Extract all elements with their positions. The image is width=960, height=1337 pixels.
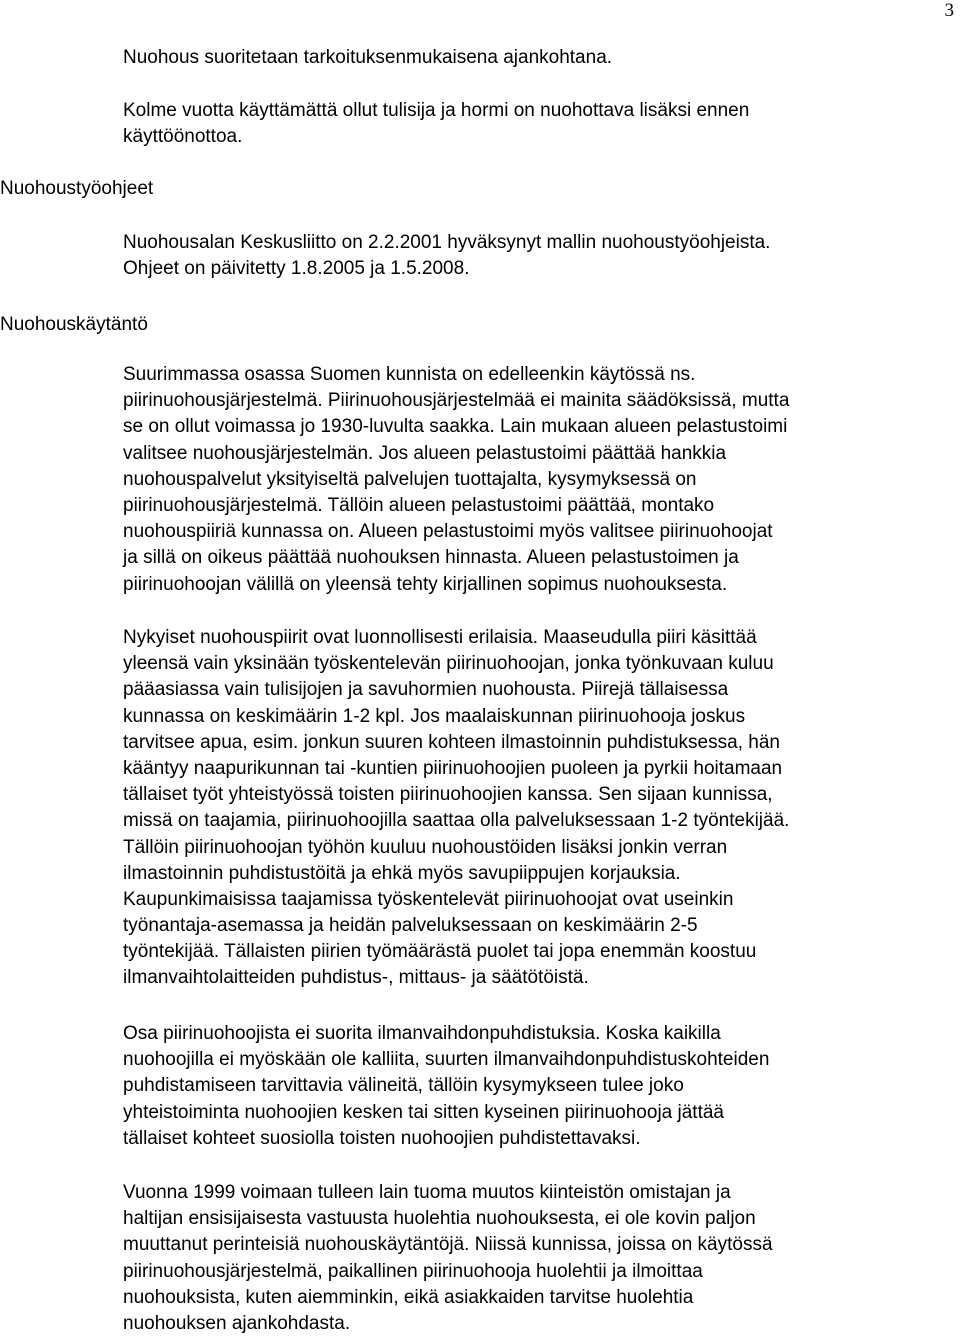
text-line: nuohouspalvelut yksityiseltä palvelujen tuottajalta, kysymyksessä on (123, 468, 697, 490)
section-heading-nuohoustyoohjeet: Nuohoustyöohjeet (0, 178, 154, 199)
paragraph (123, 1180, 943, 1337)
text-line: tällaiset kohteet suosiolla toisten nuohoojien puhdistettavaksi. (123, 1127, 641, 1149)
paragraph (123, 625, 943, 992)
text-line: pääasiassa vain tulisijojen ja savuhormien nuohousta. Piirejä tällaisessa (123, 679, 729, 701)
text-line: Ohjeet on päivitetty 1.8.2005 ja 1.5.2008. (123, 258, 470, 280)
text-line: nuohoojilla ei myöskään ole kalliita, suurten ilmanvaihdonpuhdistuskohteiden (123, 1049, 770, 1071)
text-line: tarvitsee apua, esim. jonkun suuren kohteen ilmastoinnin puhdistuksessa, hän (123, 731, 780, 753)
text-line: työntekijää. Tällaisten piirien työmäärästä puolet tai jopa enemmän koostuu (123, 941, 757, 963)
paragraph (123, 362, 943, 598)
text-line: tällaiset työt yhteistyössä toisten piirinuohoojien kanssa. Sen sijaan kunnissa, (123, 784, 773, 806)
text-line: nuohouksista, kuten aiemminkin, eikä asiakkaiden tarvitse huolehtia (123, 1286, 694, 1308)
text-line: Nuohous suoritetaan tarkoituksenmukaisena ajankohtana. (123, 47, 613, 68)
text-line: piirinuohousjärjestelmä, paikallinen piirinuohooja huolehtii ja ilmoittaa (123, 1260, 703, 1282)
text-line: Tällöin piirinuohoojan työhön kuuluu nuohoustöiden lisäksi jonkin verran (123, 836, 728, 858)
paragraph (123, 230, 943, 282)
text-line: piirinuohousjärjestelmä. Piirinuohousjärjestelmää ei mainita säädöksissä, mutta (123, 390, 790, 412)
text-line: puhdistamiseen tarvittavia välineitä, tällöin kysymykseen tulee joko (123, 1075, 684, 1097)
text-line: Nuohousalan Keskusliitto on 2.2.2001 hyväksynyt mallin nuohoustyöohjeista. (123, 232, 771, 253)
text-line: kunnassa on keskimäärin 1-2 kpl. Jos maalaiskunnan piirinuohooja joskus (123, 705, 746, 727)
text-line: Vuonna 1999 voimaan tulleen lain tuoma muutos kiinteistön omistajan ja (123, 1182, 731, 1203)
paragraph (123, 98, 943, 150)
text-line: työnantaja-asemassa ja heidän palveluksessaan on keskimäärin 2-5 (123, 915, 698, 937)
text-line: ilmastoinnin puhdistustöitä ja ehkä myös savupiippujen korjauksia. (123, 862, 681, 884)
text-line: yleensä vain yksinään työskentelevän piirinuohoojan, jonka työnkuvaan kuluu (123, 653, 774, 675)
page-number: 3 (944, 0, 954, 21)
text-line: piirinuohousjärjestelmä. Tällöin alueen pelastustoimi päättää, montako (123, 494, 715, 516)
text-line: valitsee nuohousjärjestelmän. Jos alueen pelastustoimi päättää hankkia (123, 442, 727, 464)
text-line: Suurimmassa osassa Suomen kunnista on edelleenkin käytössä ns. (123, 364, 696, 385)
section-heading-nuohouskaytanto: Nuohouskäytäntö (0, 314, 148, 335)
text-line: käyttöönottoa. (123, 126, 243, 148)
text-line: ja sillä on oikeus päättää nuohouksen hinnasta. Alueen pelastustoimen ja (123, 547, 739, 569)
text-line: Kolme vuotta käyttämättä ollut tulisija ja hormi on nuohottava lisäksi ennen (123, 100, 750, 121)
text-line: Kaupunkimaisissa taajamissa työskentelevät piirinuohoojat ovat useinkin (123, 888, 734, 910)
text-line: yhteistoiminta nuohoojien kesken tai sitten kyseinen piirinuohooja jättää (123, 1101, 724, 1123)
text-line: kääntyy naapurikunnan tai -kuntien piirinuohoojien puoleen ja pyrkii hoitamaan (123, 757, 783, 779)
text-line: piirinuohoojan välillä on yleensä tehty kirjallinen sopimus nuohouksesta. (123, 573, 728, 595)
text-line: Osa piirinuohoojista ei suorita ilmanvaihdonpuhdistuksia. Koska kaikilla (123, 1023, 721, 1044)
text-line: Nykyiset nuohouspiirit ovat luonnollisesti erilaisia. Maaseudulla piiri käsittää (123, 627, 757, 648)
text-line: haltijan ensisijaisesta vastuusta huolehtia nuohouksesta, ei ole kovin paljon (123, 1208, 756, 1230)
text-line: se on ollut voimassa jo 1930-luvulta saakka. Lain mukaan alueen pelastustoimi (123, 416, 788, 438)
text-line: nuohouspiiriä kunnassa on. Alueen pelastustoimi myös valitsee piirinuohoojat (123, 521, 773, 543)
paragraph (123, 1021, 943, 1152)
text-line: muuttanut perinteisiä nuohouskäytäntöjä. Niissä kunnissa, joissa on käytössä (123, 1234, 773, 1256)
text-line: ilmanvaihtolaitteiden puhdistus-, mittaus- ja säätötöistä. (123, 967, 589, 989)
text-line: nuohouksen ajankohdasta. (123, 1312, 351, 1334)
text-line: missä on taajamia, piirinuohoojilla saattaa olla palveluksessaan 1-2 työntekijää. (123, 810, 790, 832)
paragraph (123, 45, 943, 71)
